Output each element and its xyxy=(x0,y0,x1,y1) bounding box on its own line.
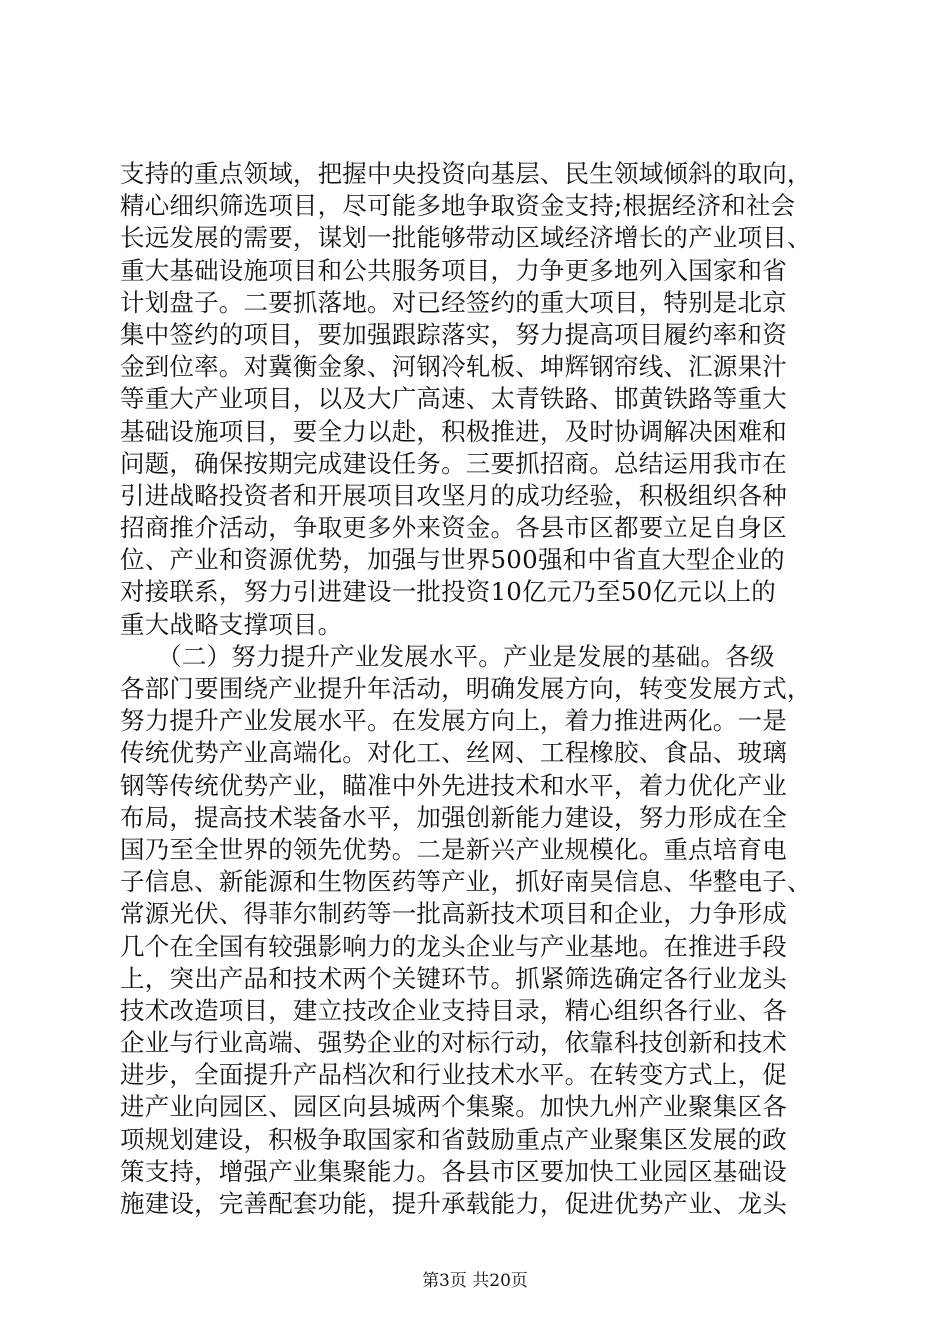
text-line: 位、产业和资源优势，加强与世界500强和中省直大型企业的 xyxy=(120,545,785,575)
text-line: 常源光伏、得菲尔制药等一批高新技术项目和企业，力争形成 xyxy=(120,899,787,929)
text-line: 布局，提高技术装备水平，加强创新能力建设，努力形成在全 xyxy=(120,802,787,832)
text-line: 支持的重点领域，把握中央投资向基层、民生领域倾斜的取向， xyxy=(120,159,812,188)
text-line: 子信息、新能源和生物医药等产业，抓好南昊信息、华整电子、 xyxy=(120,867,812,897)
text-line: 集中签约的项目，要加强跟踪落实，努力提高项目履约率和资 xyxy=(120,319,787,349)
text-line: 对接联系，努力引进建设一批投资10亿元乃至50亿元以上的 xyxy=(120,577,776,607)
text-line: 努力提升产业发展水平。在发展方向上，着力推进两化。一是 xyxy=(120,706,787,736)
text-line: 施建设，完善配套功能，提升承载能力，促进优势产业、龙头 xyxy=(120,1189,787,1218)
text-line: 国乃至全世界的领先优势。二是新兴产业规模化。重点培育电 xyxy=(120,834,787,864)
text-line: 精心细织筛选项目，尽可能多地争取资金支持;根据经济和社会 xyxy=(120,191,796,221)
text-line: 计划盘子。二要抓落地。对已经签约的重大项目，特别是北京 xyxy=(120,287,787,317)
text-line: 进产业向园区、园区向县城两个集聚。加快九州产业聚集区各 xyxy=(120,1092,787,1122)
text-line: 上，突出产品和技术两个关键环节。抓紧筛选确定各行业龙头 xyxy=(120,963,787,993)
body-text xyxy=(120,158,832,1220)
text-line: 招商推介活动，争取更多外来资金。各县市区都要立足自身区 xyxy=(120,513,787,543)
text-line: 问题，确保按期完成建设任务。三要抓招商。总结运用我市在 xyxy=(120,448,787,478)
text-line: 几个在全国有较强影响力的龙头企业与产业基地。在推进手段 xyxy=(120,931,787,961)
text-line: 重大基础设施项目和公共服务项目，力争更多地列入国家和省 xyxy=(120,255,787,285)
text-line: 基础设施项目，要全力以赴，积极推进，及时协调解决困难和 xyxy=(120,416,787,446)
text-line: 引进战略投资者和开展项目攻坚月的成功经验，积极组织各种 xyxy=(120,480,787,510)
text-line: （二）努力提升产业发展水平。产业是发展的基础。各级 xyxy=(120,641,775,671)
text-line: 传统优势产业高端化。对化工、丝网、工程橡胶、食品、玻璃 xyxy=(120,738,787,768)
text-line: 金到位率。对冀衡金象、河钢冷轧板、坤辉钢帘线、汇源果汁 xyxy=(120,352,787,382)
text-line: 重大战略支撑项目。 xyxy=(120,609,343,639)
text-line: 技术改造项目，建立技改企业支持目录，精心组织各行业、各 xyxy=(120,995,787,1025)
text-line: 各部门要围绕产业提升年活动，明确发展方向，转变发展方式， xyxy=(120,674,812,703)
text-line: 钢等传统优势产业，瞄准中外先进技术和水平，着力优化产业 xyxy=(120,770,787,800)
text-line: 等重大产业项目，以及大广高速、太青铁路、邯黄铁路等重大 xyxy=(120,384,787,414)
text-line: 进步，全面提升产品档次和行业技术水平。在转变方式上，促 xyxy=(120,1060,787,1090)
text-line: 企业与行业高端、强势企业的对标行动，依靠科技创新和技术 xyxy=(120,1028,787,1058)
page-footer: 第3页 共20页 xyxy=(422,1271,528,1291)
text-line: 项规划建设，积极争取国家和省鼓励重点产业聚集区发展的政 xyxy=(120,1124,787,1154)
text-line: 长远发展的需要，谋划一批能够带动区域经济增长的产业项目、 xyxy=(120,223,812,253)
text-line: 策支持，增强产业集聚能力。各县市区要加快工业园区基础设 xyxy=(120,1156,787,1186)
